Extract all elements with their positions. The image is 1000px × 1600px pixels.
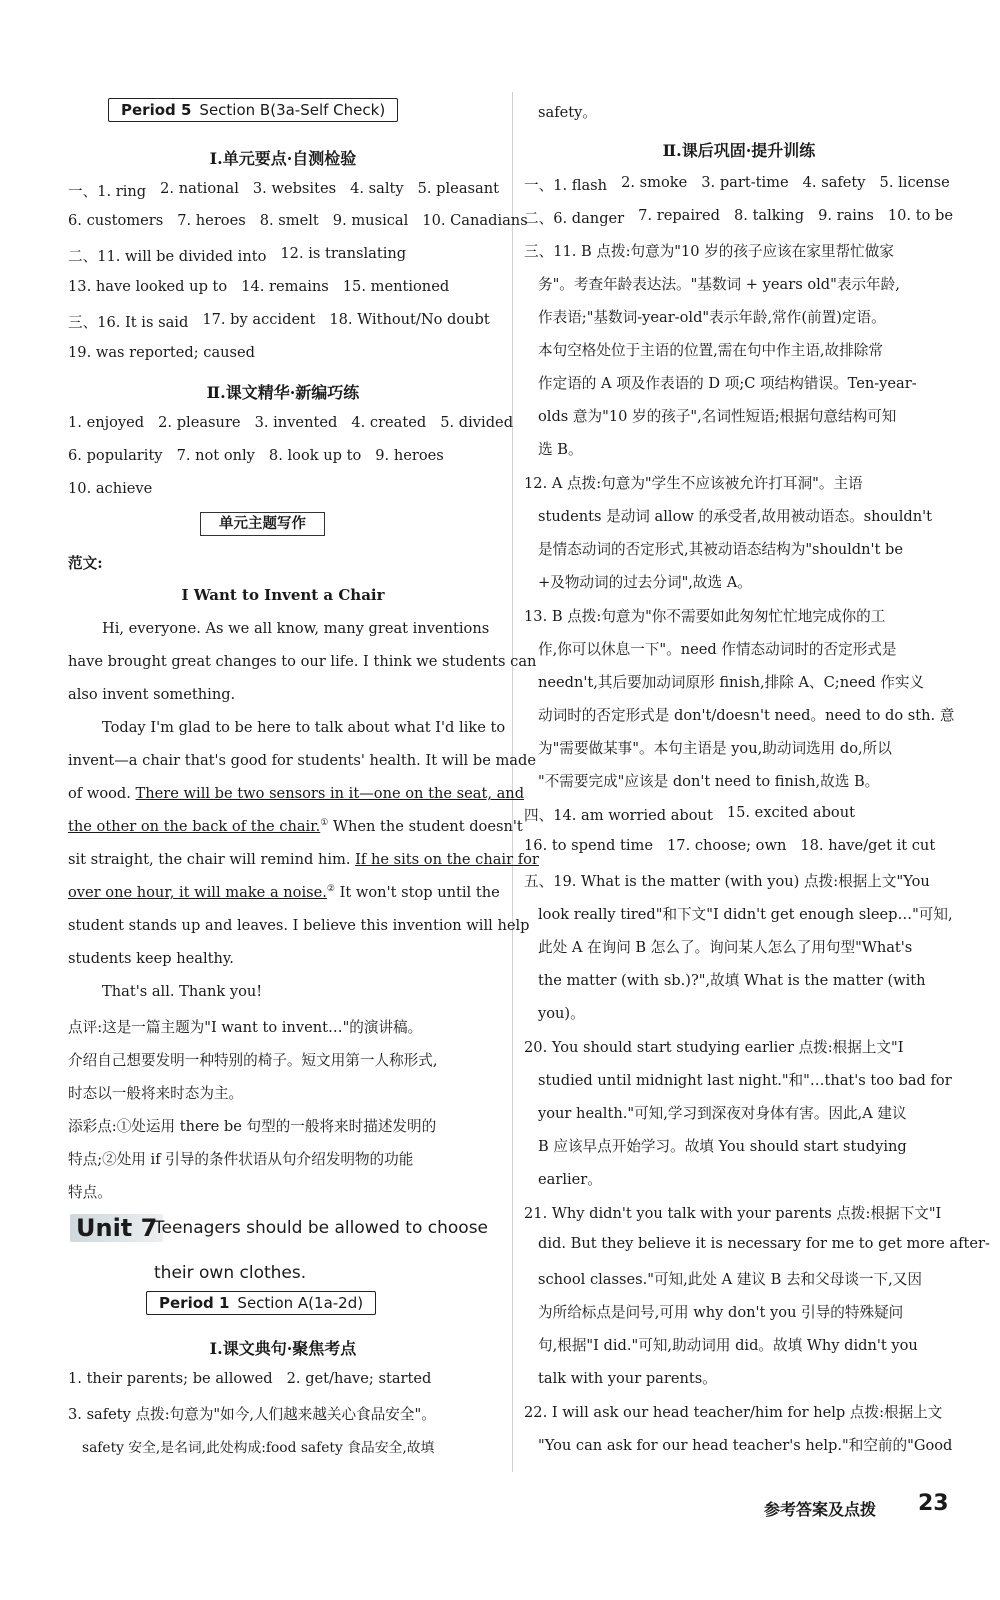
answer: 一、1. ring <box>68 183 147 200</box>
essay-line: over one hour, it will make a noise.② It won't stop until the <box>68 884 500 901</box>
continued-text: safety。 <box>538 104 597 121</box>
heading-consolidation: Ⅱ.课后巩固·提升训练 <box>662 141 816 160</box>
answer: 17. by accident <box>202 311 316 328</box>
text: sit straight, the chair will remind him. <box>68 851 356 868</box>
answer: 二、11. will be divided into <box>68 248 267 265</box>
essay-line: Hi, everyone. As we all know, many great inventions <box>102 620 490 637</box>
explanation-line: 作定语的 A 项及作表语的 D 项;C 项结构错误。Ten-year- <box>538 375 917 392</box>
section-banner-period1 <box>146 1291 376 1315</box>
explanation-line: the matter (with sb.)?",故填 What is the matter (with <box>538 972 926 989</box>
answer-row <box>68 311 504 332</box>
essay-line <box>68 785 524 802</box>
answer: 18. Without/No doubt <box>329 311 490 328</box>
answer: 4. safety <box>802 174 866 191</box>
explanation-line: 作表语;"基数词-year-old"表示年龄,常作(前置)定语。 <box>538 309 886 326</box>
explanation-line: +及物动词的过去分词",故选 A。 <box>538 574 752 591</box>
answer: 2. national <box>160 180 239 197</box>
period-label: Period 5 <box>121 101 192 119</box>
essay-line: That's all. Thank you! <box>102 983 263 1000</box>
answer: 4. salty <box>350 180 404 197</box>
highlight-line: 特点;②处用 if 引导的条件状语从句介绍发明物的功能 <box>68 1151 414 1168</box>
answer: 8. look up to <box>268 447 362 464</box>
explanation-line: look really tired"和下文"I didn't get enough sleep…"可知, <box>538 906 953 923</box>
explanation-line: studied until midnight last night."和"…that's too bad for <box>538 1072 952 1089</box>
explanation-line: 为"需要做某事"。本句主语是 you,助动词选用 do,所以 <box>538 740 892 757</box>
answer-row <box>68 447 458 464</box>
essay-line: also invent something. <box>68 686 236 703</box>
explanation-line: 为所给标点是问号,可用 why don't you 引导的特殊疑问 <box>538 1304 904 1321</box>
answer: 15. mentioned <box>342 278 450 295</box>
heading-self-test: Ⅰ.单元要点·自测检验 <box>209 149 357 168</box>
answer: 一、1. flash <box>524 177 608 194</box>
explanation-line: earlier。 <box>538 1171 602 1188</box>
heading-key-sentences: Ⅰ.课文典句·聚焦考点 <box>209 1339 357 1358</box>
answer: 13. have looked up to <box>68 278 228 295</box>
period-label: Period 1 <box>159 1294 230 1312</box>
answer: 7. not only <box>176 447 255 464</box>
heading-text-essence: Ⅱ.课文精华·新编巧练 <box>206 383 360 402</box>
answer-row: safety 安全,是名词,此处构成:food safety 食品安全,故填 <box>82 1440 435 1456</box>
essay-line: Today I'm glad to be here to talk about what I'd like to <box>102 719 506 736</box>
explanation-line: 此处 A 在询问 B 怎么了。询问某人怎么了用句型"What's <box>538 939 913 956</box>
answer: 2. smoke <box>621 174 688 191</box>
page-number: 23 <box>918 1491 949 1516</box>
explanation-line: 20. You should start studying earlier 点拨:根据上文"I <box>524 1039 904 1056</box>
answer: 二、6. danger <box>524 210 625 227</box>
explanation-line: needn't,其后要加动词原形 finish,排除 A、C;need 作实义 <box>538 674 925 691</box>
answer: 4. created <box>351 414 427 431</box>
explanation-line: 句,根据"I did."可知,助动词用 did。故填 Why didn't you <box>538 1337 918 1354</box>
underlined-text: over one hour, it will make a noise. <box>68 884 327 901</box>
answer: 2. pleasure <box>158 414 241 431</box>
unit-title: Teenagers should be allowed to choose <box>154 1218 489 1238</box>
footer-label: 参考答案及点拨 <box>764 1500 877 1519</box>
answer: 16. to spend time <box>524 837 653 854</box>
explanation-line: 13. B 点拨:句意为"你不需要如此匆匆忙忙地完成你的工 <box>524 608 886 625</box>
answer-row <box>68 1370 445 1387</box>
column-divider <box>512 92 513 1472</box>
answer-row <box>524 207 967 228</box>
answer-row <box>68 212 542 229</box>
explanation-line: 21. Why didn't you talk with your parents 点拨:根据下文"I <box>524 1205 942 1222</box>
explanation-line: "You can ask for our head teacher's help."和空前的"Good <box>538 1437 953 1454</box>
explanation-line: "不需要完成"应该是 don't need to finish,故选 B。 <box>538 773 880 790</box>
explanation-line: 是情态动词的否定形式,其被动语态结构为"shouldn't be <box>538 541 904 558</box>
underlined-text: If he sits on the chair for <box>355 851 539 868</box>
explanation-line: talk with your parents。 <box>538 1370 717 1387</box>
comment-line: 时态以一般将来时态为主。 <box>68 1085 244 1102</box>
answer-row <box>68 278 463 295</box>
section-label: Section B(3a-Self Check) <box>199 101 386 119</box>
answer: 14. remains <box>241 278 329 295</box>
answer-row <box>524 174 964 195</box>
answer: 10. Canadians <box>422 212 528 229</box>
answer: 8. talking <box>734 207 805 224</box>
answer: 15. excited about <box>726 804 855 821</box>
answer-row: 19. was reported; caused <box>68 344 256 361</box>
essay-line <box>68 851 539 868</box>
explanation-line: 务"。考查年龄表达法。"基数词 + years old"表示年龄, <box>538 276 900 293</box>
answer: 三、16. It is said <box>68 314 189 331</box>
answer: 5. pleasant <box>417 180 499 197</box>
text: When the student doesn't <box>328 818 523 835</box>
essay-line: students keep healthy. <box>68 950 234 967</box>
essay-line: invent—a chair that's good for students' health. It will be made <box>68 752 536 769</box>
explanation-line: your health."可知,学习到深夜对身体有害。因此,A 建议 <box>538 1105 907 1122</box>
answer: 3. invented <box>254 414 338 431</box>
answer: 9. heroes <box>375 447 444 464</box>
answer: 17. choose; own <box>667 837 787 854</box>
answer: 5. license <box>879 174 950 191</box>
underlined-text: the other on the back of the chair. <box>68 818 321 835</box>
comment-line: 点评:这是一篇主题为"I want to invent…"的演讲稿。 <box>68 1019 423 1036</box>
explanation-line: school classes."可知,此处 A 建议 B 去和父母谈一下,又因 <box>538 1271 922 1288</box>
answer-row <box>68 245 420 266</box>
answer: 1. their parents; be allowed <box>68 1370 273 1387</box>
explanation-line: B 应该早点开始学习。故填 You should start studying <box>538 1138 907 1155</box>
comment-line: 介绍自己想要发明一种特别的椅子。短文用第一人称形式, <box>68 1052 438 1069</box>
answer: 5. divided <box>440 414 514 431</box>
explanation-line: 五、19. What is the matter (with you) 点拨:根据上文"You <box>524 873 930 890</box>
explanation-line: you)。 <box>538 1005 585 1022</box>
answer: 10. to be <box>887 207 953 224</box>
unit-badge: Unit 7 <box>70 1214 163 1242</box>
sample-label: 范文: <box>68 555 103 572</box>
explanation-line: 选 B。 <box>538 441 583 458</box>
explanation-line: did. But they believe it is necessary for me to get more after- <box>538 1235 990 1252</box>
section-label: Section A(1a-2d) <box>237 1294 364 1312</box>
answer: 12. is translating <box>280 245 407 262</box>
explanation-line: 动词时的否定形式是 don't/doesn't need。need to do sth. 意 <box>538 707 955 724</box>
answer: 四、14. am worried about <box>524 807 713 824</box>
answer: 9. musical <box>332 212 409 229</box>
explanation-line: olds 意为"10 岁的孩子",名词性短语;根据句意结构可知 <box>538 408 897 425</box>
essay-line: have brought great changes to our life. I think we students can <box>68 653 537 670</box>
answer: 7. repaired <box>638 207 720 224</box>
unit-title: their own clothes. <box>154 1263 307 1283</box>
explanation-line: 三、11. B 点拨:句意为"10 岁的孩子应该在家里帮忙做家 <box>524 243 894 260</box>
essay-title: I Want to Invent a Chair <box>181 586 385 604</box>
writing-banner: 单元主题写作 <box>200 512 325 536</box>
answer: 2. get/have; started <box>286 1370 432 1387</box>
essay-line: the other on the back of the chair.① When the student doesn't <box>68 818 523 835</box>
section-banner-period5 <box>108 98 398 122</box>
explanation-line: 12. A 点拨:句意为"学生不应该被允许打耳洞"。主语 <box>524 475 863 492</box>
answer: 1. enjoyed <box>68 414 145 431</box>
explanation-line: 22. I will ask our head teacher/him for help 点拨:根据上文 <box>524 1404 943 1421</box>
answer-row: 10. achieve <box>68 480 153 497</box>
answer: 3. part-time <box>701 174 789 191</box>
answer-row <box>68 414 527 431</box>
answer: 6. customers <box>68 212 164 229</box>
answer: 3. websites <box>252 180 337 197</box>
explanation-line: 本句空格处位于主语的位置,需在句中作主语,故排除常 <box>538 342 883 359</box>
highlight-line: 特点。 <box>68 1184 112 1201</box>
text: of wood. <box>68 785 136 802</box>
answer: 9. rains <box>818 207 874 224</box>
highlight-line: 添彩点:①处运用 there be 句型的一般将来时描述发明的 <box>68 1118 437 1135</box>
answer: 18. have/get it cut <box>800 837 936 854</box>
answer-row <box>524 837 949 854</box>
answer-row <box>68 180 513 201</box>
answer: 7. heroes <box>177 212 246 229</box>
answer: 8. smelt <box>259 212 319 229</box>
answer-row: 3. safety 点拨:句意为"如今,人们越来越关心食品安全"。 <box>68 1406 436 1423</box>
text: It won't stop until the <box>334 884 500 901</box>
explanation-line: 作,你可以休息一下"。need 作情态动词时的否定形式是 <box>538 641 897 658</box>
answer: 6. popularity <box>68 447 163 464</box>
answer-row <box>524 804 869 825</box>
underlined-text: There will be two sensors in it—one on the seat, and <box>135 785 525 802</box>
essay-line: student stands up and leaves. I believe this invention will help <box>68 917 530 934</box>
explanation-line: students 是动词 allow 的承受者,故用被动语态。shouldn't <box>538 508 933 525</box>
